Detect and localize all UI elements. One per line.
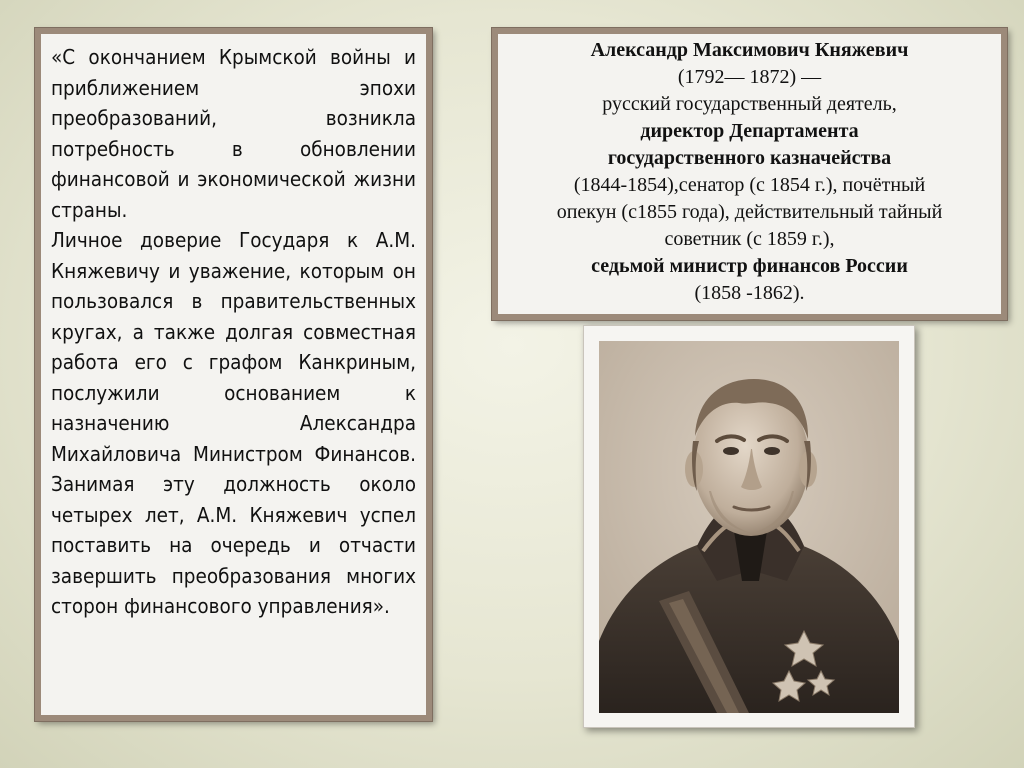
bio-role: русский государственный деятель, (602, 93, 897, 115)
bio-career-line-1: (1844-1854),сенатор (с 1854 г.), почётный (573, 174, 926, 196)
bio-career-line-3: советник (с 1859 г.), (664, 228, 835, 250)
bio-position-line-2: государственного казначейства (607, 147, 892, 169)
quote-text (51, 42, 416, 622)
bio-minister-years: (1858 -1862). (694, 282, 805, 304)
portrait-frame (583, 325, 915, 728)
quote-paragraph-1: «С окончанием Крымской войны и приближением эпохи преобразований, возникла потребность в обновлении финансовой и экономической жизни страны. (51, 45, 416, 222)
bio-minister-title: седьмой министр финансов России (591, 255, 908, 277)
bio-years: (1792— 1872) — (677, 66, 822, 88)
portrait-image (599, 341, 899, 713)
bio-name: Александр Максимович Княжевич (590, 39, 909, 61)
biography-box (492, 28, 1007, 320)
portrait-illustration-icon (599, 341, 899, 713)
quote-box (35, 28, 432, 721)
quote-paragraph-2: Личное доверие Государя к А.М. Княжевичу и уважение, которым он пользовался в правительственных кругах, а также долгая совместная работа его с графом Канкриным, послужили основанием к назначению Александра Михайловича Министром Финансов. Занимая эту должность около четырех лет, А.М. Княжевич успел поставить на очередь и отчасти завершить преобразования многих сторон финансового управления». (51, 228, 416, 618)
bio-position-line-1: директор Департамента (640, 120, 859, 142)
bio-career-line-2: опекун (с1855 года), действительный тайный (556, 201, 943, 223)
